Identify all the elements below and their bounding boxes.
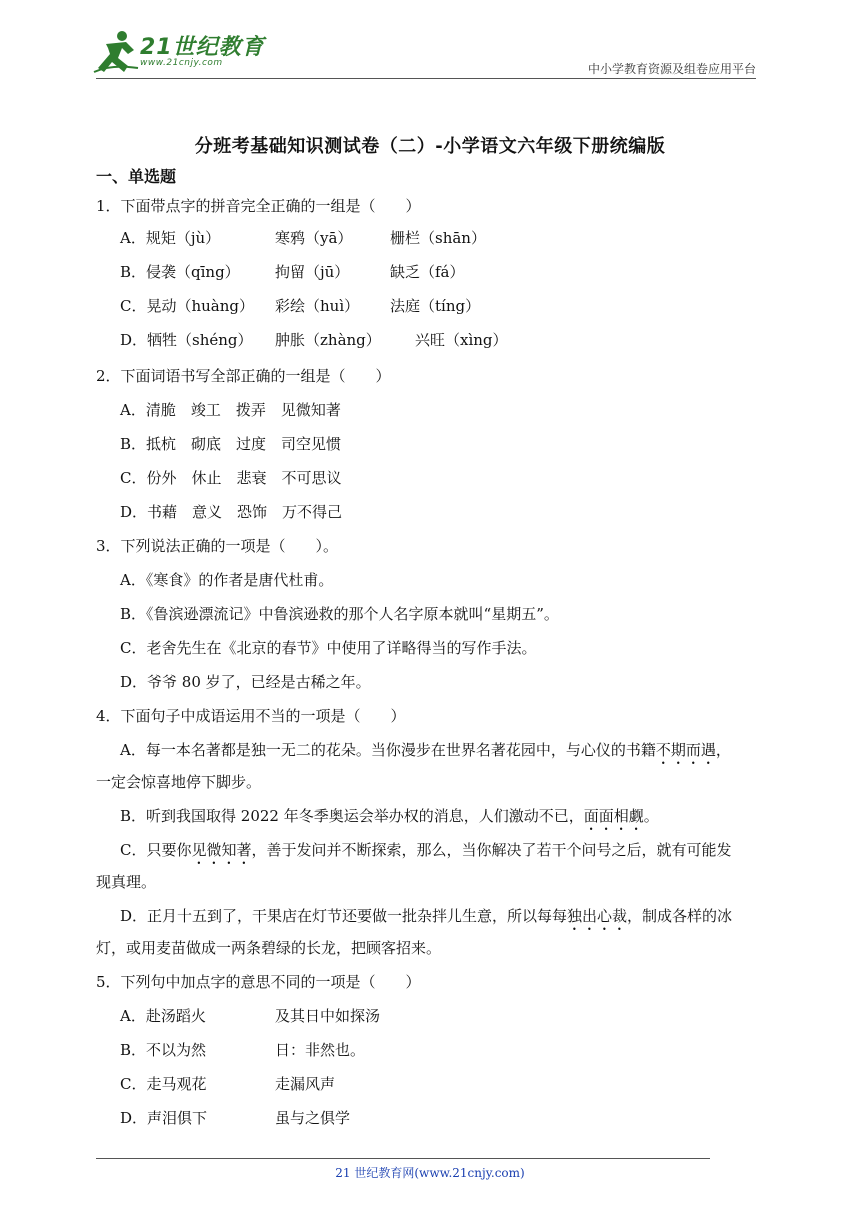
section-heading: 一、单选题 [96, 167, 177, 186]
question-5-option-c [120, 1074, 335, 1094]
question-2-stem: 2．下面词语书写全部正确的一组是（ ） [96, 367, 391, 385]
question-4-option-a [120, 740, 731, 768]
question-4-stem: 4．下面句子中成语运用不当的一项是（ ） [96, 707, 406, 725]
question-3-option-b: B．《鲁滨逊漂流记》中鲁滨逊救的那个人名字原本就叫“星期五”。 [120, 605, 559, 623]
question-1-option-a [120, 228, 486, 248]
option-text: ，善于发问并不断探索，那么，当你解决了若干个问号之后，就有可能发 [251, 841, 732, 859]
option-item: 寒鸦（yā） [275, 229, 353, 247]
question-3-option-a: A．《寒食》的作者是唐代杜甫。 [120, 571, 334, 589]
question-2-option-c: C．份外 休止 悲衰 不可思议 [120, 469, 342, 487]
option-item: 法庭（tíng） [390, 297, 481, 315]
question-5-stem: 5．下列句中加点字的意思不同的一项是（ ） [96, 973, 421, 991]
option-item: 栅栏（shān） [390, 229, 486, 247]
option-item: 走漏风声 [275, 1075, 336, 1093]
option-item: 日：非然也。 [275, 1041, 366, 1059]
option-item: 虽与之俱学 [275, 1109, 351, 1127]
question-4-option-d-continued: 灯，或用麦苗做成一两条碧绿的长龙，把顾客招来。 [96, 939, 442, 957]
question-2-option-a: A．清脆 竣工 拨弄 见微知著 [120, 401, 341, 419]
question-3-option-c: C．老舍先生在《北京的春节》中使用了详略得当的写作手法。 [120, 639, 537, 657]
footer-divider [96, 1158, 710, 1159]
question-5-option-a [120, 1006, 380, 1026]
question-1-option-d [120, 330, 508, 350]
option-item: C．走马观花 [120, 1075, 207, 1093]
option-text: C．只要你 [120, 841, 192, 859]
question-3-stem: 3．下列说法正确的一项是（ ）。 [96, 537, 339, 555]
option-item: 及其日中如探汤 [275, 1007, 381, 1025]
question-4-option-b [120, 806, 659, 834]
site-name: 中小学教育资源及组卷应用平台 [587, 62, 756, 76]
emphasized-idiom: 面面相觑 [583, 807, 644, 825]
option-text: B．听到我国取得 2022 年冬季奥运会举办权的消息，人们激动不已， [120, 807, 584, 825]
option-item: 拘留（jū） [275, 263, 350, 281]
option-item: 兴旺（xìng） [415, 331, 508, 349]
emphasized-idiom: 见微知著 [191, 841, 252, 859]
header-divider [96, 78, 756, 79]
option-item: D．声泪俱下 [120, 1109, 208, 1127]
option-item: B．侵袭（qīng） [120, 263, 240, 281]
question-2-option-b: B．抵杭 砌底 过度 司空见惯 [120, 435, 342, 453]
logo-url: www.21cnjy.com [140, 58, 223, 68]
page-title: 分班考基础知识测试卷（二）-小学语文六年级下册统编版 [194, 136, 666, 157]
option-item: 缺乏（fá） [390, 263, 465, 281]
question-2-option-d: D．书藉 意义 恐饰 万不得己 [120, 503, 343, 521]
question-3-option-d: D．爷爷 80 岁了，已经是古稀之年。 [120, 673, 371, 691]
option-text: D．正月十五到了，干果店在灯节还要做一批杂拌儿生意，所以每每 [120, 907, 568, 925]
option-item: A．规矩（jù） [120, 229, 221, 247]
emphasized-idiom: 独出心裁 [567, 907, 628, 925]
option-item: B．不以为然 [120, 1041, 207, 1059]
option-item: 肿胀（zhàng） [275, 331, 381, 349]
emphasized-idiom: 不期而遇 [655, 741, 716, 759]
logo-text: 21世纪教育 [140, 35, 265, 60]
page-header [0, 0, 860, 82]
question-4-option-c-continued: 现真理。 [96, 873, 157, 891]
option-text: ， [715, 741, 731, 759]
question-5-option-d [120, 1108, 350, 1128]
option-text: 。 [643, 807, 659, 825]
option-text: A．每一本名著都是独一无二的花朵。当你漫步在世界名著花园中，与心仪的书籍 [120, 741, 656, 759]
option-item: C．晃动（huàng） [120, 297, 255, 315]
question-4-option-a-continued: 一定会惊喜地停下脚步。 [96, 773, 262, 791]
question-5-option-b [120, 1040, 365, 1060]
question-1-stem: 1．下面带点字的拼音完全正确的一组是（ ） [96, 197, 421, 215]
question-1-option-b [120, 262, 465, 282]
option-item: 彩绘（huì） [275, 297, 360, 315]
question-1-option-c [120, 296, 480, 316]
question-4-option-c [120, 840, 732, 868]
option-text: ，制成各样的冰 [627, 907, 733, 925]
question-4-option-d [120, 906, 732, 934]
option-item: D．牺牲（shéng） [120, 331, 253, 349]
option-item: A．赴汤蹈火 [120, 1007, 206, 1025]
footer-link[interactable]: 21 世纪教育网(www.21cnjy.com) [335, 1166, 525, 1180]
